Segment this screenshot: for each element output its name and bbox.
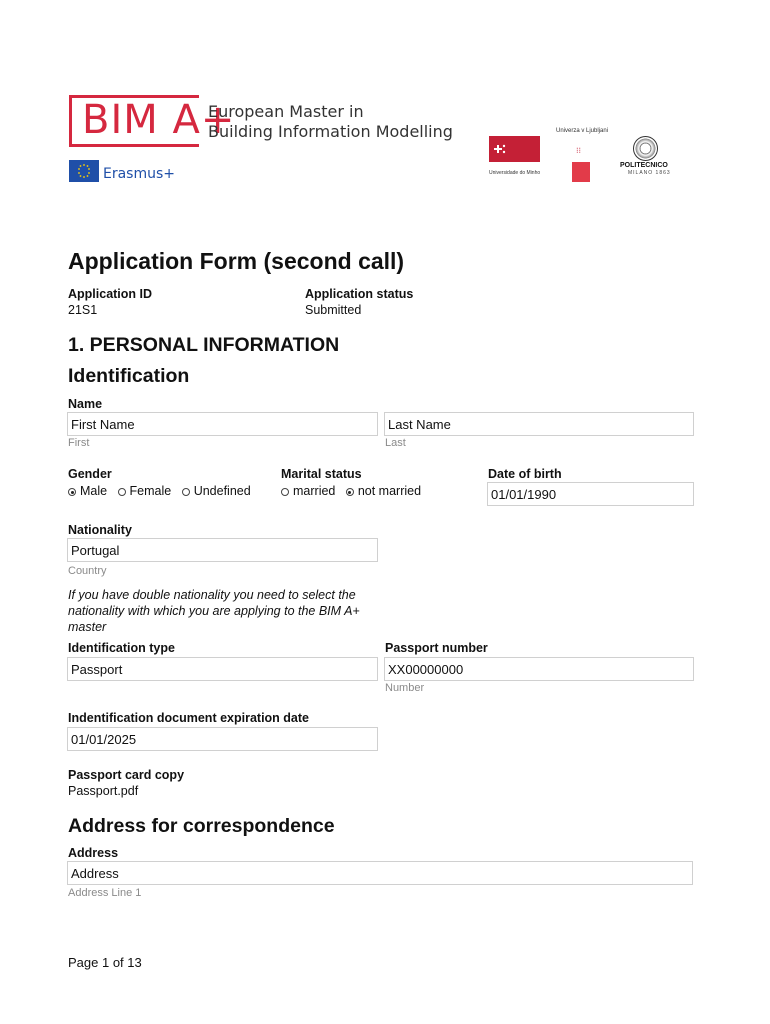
- ljubljana-caption: Univerza v Ljubljani: [556, 128, 609, 134]
- passport-number-hint: Number: [385, 682, 425, 694]
- expiration-field[interactable]: 01/01/2025: [67, 727, 378, 751]
- page-number: Page 1 of 13: [68, 955, 142, 970]
- polimi-seal-icon: [633, 136, 658, 161]
- nationality-label: Nationality: [68, 523, 132, 537]
- first-name-hint: First: [68, 437, 90, 449]
- section-heading-personal: 1. PERSONAL INFORMATION: [68, 334, 340, 356]
- id-type-label: Identification type: [68, 641, 175, 655]
- ljubljana-emblem-icon: ⁝⁝: [576, 146, 582, 155]
- passport-number-field[interactable]: XX00000000: [384, 657, 694, 681]
- uminho-logo-icon: [489, 136, 540, 162]
- first-name-field[interactable]: First Name: [67, 412, 378, 436]
- address-hint: Address Line 1: [68, 887, 142, 899]
- erasmus-logo-text: Erasmus+: [103, 166, 176, 182]
- marital-radio-group: [281, 482, 427, 500]
- bim-logo-subtitle: [208, 102, 453, 142]
- gender-option-male[interactable]: Male: [68, 484, 107, 498]
- expiration-label: Indentification document expiration date: [68, 711, 309, 725]
- radio-selected-icon[interactable]: [346, 488, 354, 496]
- polimi-name: POLITECNICO: [620, 162, 668, 169]
- marital-option-married[interactable]: married: [281, 484, 335, 498]
- radio-empty-icon[interactable]: [182, 488, 190, 496]
- application-status-label: Application status: [305, 287, 414, 301]
- identification-heading: Identification: [68, 365, 190, 387]
- nationality-hint: Country: [68, 565, 107, 577]
- form-title: Application Form (second call): [68, 248, 405, 274]
- marital-status-label: Marital status: [281, 467, 362, 481]
- gender-option-undefined[interactable]: Undefined: [182, 484, 251, 498]
- application-status-value: Submitted: [305, 303, 362, 317]
- address-heading: Address for correspondence: [68, 815, 335, 837]
- marital-option-not-married[interactable]: not married: [346, 484, 421, 498]
- passport-copy-label: Passport card copy: [68, 768, 185, 782]
- last-name-field[interactable]: Last Name: [384, 412, 694, 436]
- gender-option-female[interactable]: Female: [118, 484, 172, 498]
- bim-subtitle-line2: Building Information Modelling: [208, 122, 453, 141]
- address-label: Address: [68, 846, 119, 860]
- application-id-label: Application ID: [68, 287, 153, 301]
- nationality-field[interactable]: Portugal: [67, 538, 378, 562]
- application-id-value: 21S1: [68, 303, 98, 317]
- dob-label: Date of birth: [488, 467, 562, 481]
- nationality-note: If you have double nationality you need to select the nationality with which you are applying to the BIM A+ master: [68, 588, 360, 634]
- id-type-field[interactable]: Passport: [67, 657, 378, 681]
- bim-logo-text: BIM A+: [82, 97, 236, 143]
- polimi-sub: MILANO 1863: [628, 170, 671, 176]
- address-field[interactable]: Address: [67, 861, 693, 885]
- radio-selected-icon[interactable]: [68, 488, 76, 496]
- radio-empty-icon[interactable]: [118, 488, 126, 496]
- passport-copy-file[interactable]: Passport.pdf: [68, 784, 139, 798]
- bim-subtitle-line1: European Master in: [208, 102, 364, 121]
- radio-empty-icon[interactable]: [281, 488, 289, 496]
- eu-flag-icon: [69, 160, 99, 182]
- uminho-caption: Universidade do Minho: [489, 170, 541, 176]
- passport-number-label: Passport number: [385, 641, 488, 655]
- gender-label: Gender: [68, 467, 112, 481]
- ljubljana-logo-icon: [572, 162, 590, 182]
- dob-field[interactable]: 01/01/1990: [487, 482, 694, 506]
- last-name-hint: Last: [385, 437, 406, 449]
- name-label: Name: [68, 397, 103, 411]
- gender-radio-group: [68, 482, 257, 500]
